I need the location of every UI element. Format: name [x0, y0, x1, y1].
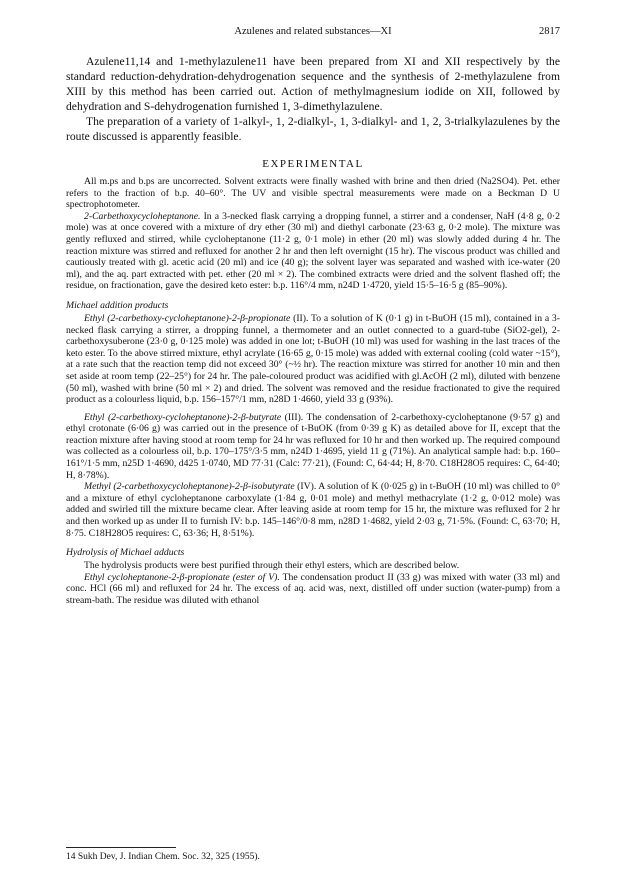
paragraph-text: (IV). A solution of K (0·025 g) in t-BuOH (10 ml) was chilled to 0° and a mixture of ethyl cycloheptanone carboxylate (1·84 g, 0·01 mole) and methyl methacrylate (1·2 g, 0·012 mole) was added and swirled till the mixture became clear. After leaving aside at room temp for 15 hr, the mixture was refluxed for 2 hr and then worked up as under II to furnish IV: b.p. 145–146°/0·8 mm, n28D 1·4682, yield 2·03 g, 71·5%. (Found: C, 63·70; H, 8·75. C18H28O5 requires: C, 63·36; H, 8·51%). [66, 481, 560, 539]
experimental-intro: All m.ps and b.ps are uncorrected. Solvent extracts were finally washed with brine and then dried (Na2SO4). Pet. ether refers to the fraction of b.p. 40–60°. The UV and visible spectral measurements were made on a Beckman D U spectrophotometer. [66, 176, 560, 211]
paragraph-ester-v [66, 572, 560, 607]
lead-paragraph-1: Azulene11,14 and 1-methylazulene11 have been prepared from XI and XII respectively by the standard reduction-dehydration-dehydrogenation sequence and the synthesis of 2-methylazulene from XIII by this method has been carried out. Action of methylmagnesium iodide on XII, followed by dehydration and S-dehydrogenation furnished 1, 3-dimethylazulene. [66, 55, 560, 113]
paragraph-hydrolysis-intro: The hydrolysis products were best purified through their ethyl esters, which are described below. [84, 560, 460, 572]
running-title: Azulenes and related substances—XI [234, 26, 392, 37]
compound-title: Ethyl (2-carbethoxy-cycloheptanone)-2-β-butyrate [84, 411, 282, 423]
experimental-body [66, 176, 560, 607]
paragraph-text: In a 3-necked flask carrying a dropping funnel, a stirrer and a condenser, NaH (4·8 g, 0·2 mole) was at once covered with a mixture of dry ether (30 ml) and diethyl carbonate (23·63 g, 0·2 mole). The mixture was gently refluxed and stirred, while cycloheptanone (11·2 g, 0·1 mole) in ether (20 ml) was slowly added during 4 hr. The reaction mixture was stirred and refluxed for another 2 hr and then left overnight (15 hr). The viscous product was chilled and cautiously treated with gl. acetic acid (20 ml) and ice (40 g); the solvent layer was separated and washed with ice-water (20 ml), and the aq. part extracted with pet. ether (20 ml × 2). The combined extracts were dried and the solvent flashed off; the residue, on fractionation, gave the desired keto ester: b.p. 116°/4 mm, n24D 1·4720, yield 15·5–16·5 g (85–90%). [66, 210, 560, 292]
compound-title: Ethyl (2-carbethoxy-cycloheptanone)-2-β-propionate [84, 312, 291, 324]
compound-title: Ethyl cycloheptanone-2-β-propionate (ester of V). [84, 571, 280, 583]
paragraph-text: The condensation product II (33 g) was mixed with water (33 ml) and conc. HCl (66 ml) and refluxed for 24 hr. The excess of aq. acid was, next, distilled off under suction (water-pump) from a stream-bath. The residue was diluted with ethanol [66, 571, 560, 606]
experimental-heading: EXPERIMENTAL [262, 158, 364, 170]
running-head [66, 26, 560, 46]
paragraph-butyrate [66, 412, 560, 482]
page [66, 26, 560, 607]
compound-title: Methyl (2-carbethoxycycloheptanone)-2-β-isobutyrate [84, 481, 295, 493]
paragraph-text: (II). To a solution of K (0·1 g) in t-BuOH (15 ml), contained in a 3-necked flask carrying a stirrer, a dropping funnel, a thermometer and an outlet connected to a guard-tube (SiO2-gel), 2-carbethoxysuberone (23·0 g, 0·125 mole) was added in one lot; t-BuOH (10 ml) was used for washing in the last traces of the keto ester. To the above stirred mixture, ethyl acrylate (16·65 g, 0·15 mole) was added with external cooling (cold water ~15°), at a rate such that the reaction temp did not exceed 30° (~½ hr). The reaction mixture was stirred for another 10 min and then set aside at room temp (22–25°) for 24 hr. The pale-coloured product was acidified with gl.AcOH (2 ml), diluted with benzene (50 ml), washed with brine (50 ml × 2) and dried. The solvent was removed and the residue fractionated to give the required product as a colourless liquid, b.p. 156–157°/1 mm, n28D 1·4660, yield 33 g (93%). [66, 312, 560, 406]
paragraph-isobutyrate [66, 481, 560, 539]
paragraph-carbethoxycycloheptanone [66, 211, 560, 292]
footnote-rule [66, 847, 176, 848]
hydrolysis-heading: Hydrolysis of Michael adducts [66, 547, 185, 559]
paragraph-propionate [66, 313, 560, 406]
page-number: 2817 [539, 26, 560, 37]
lead-paragraphs [66, 54, 560, 144]
michael-heading: Michael addition products [66, 299, 169, 311]
lead-paragraph-2: The preparation of a variety of 1-alkyl-, 1, 2-dialkyl-, 1, 3-dialkyl- and 1, 2, 3-trialkylazulenes by the route discussed is apparently feasible. [66, 115, 560, 143]
paragraph-text: (III). The condensation of 2-carbethoxy-cycloheptanone (9·57 g) and ethyl crotonate (6·06 g) was carried out in the presence of t-BuOK (from 0·39 g K) as detailed above for II, except that the reaction mixture after having stood at room temp for 24 hr was refluxed for 10 hr and then worked up. The required compound was collected as a colourless oil, b.p. 170–175°/3·5 mm, n24D 1·4695, yield 11 g (71%). An analytical sample had: b.p. 160–161°/1·5 mm, n25D 1·4690, d425 1·0740, MD 77·31 (Calc: 77·21), (Found: C, 64·44; H, 8·70. C18H28O5 requires: C, 64·40; H, 8·78%). [66, 411, 560, 481]
compound-title: 2-Carbethoxycycloheptanone. [84, 210, 201, 222]
footnote: 14 Sukh Dev, J. Indian Chem. Soc. 32, 325 (1955). [66, 852, 260, 862]
